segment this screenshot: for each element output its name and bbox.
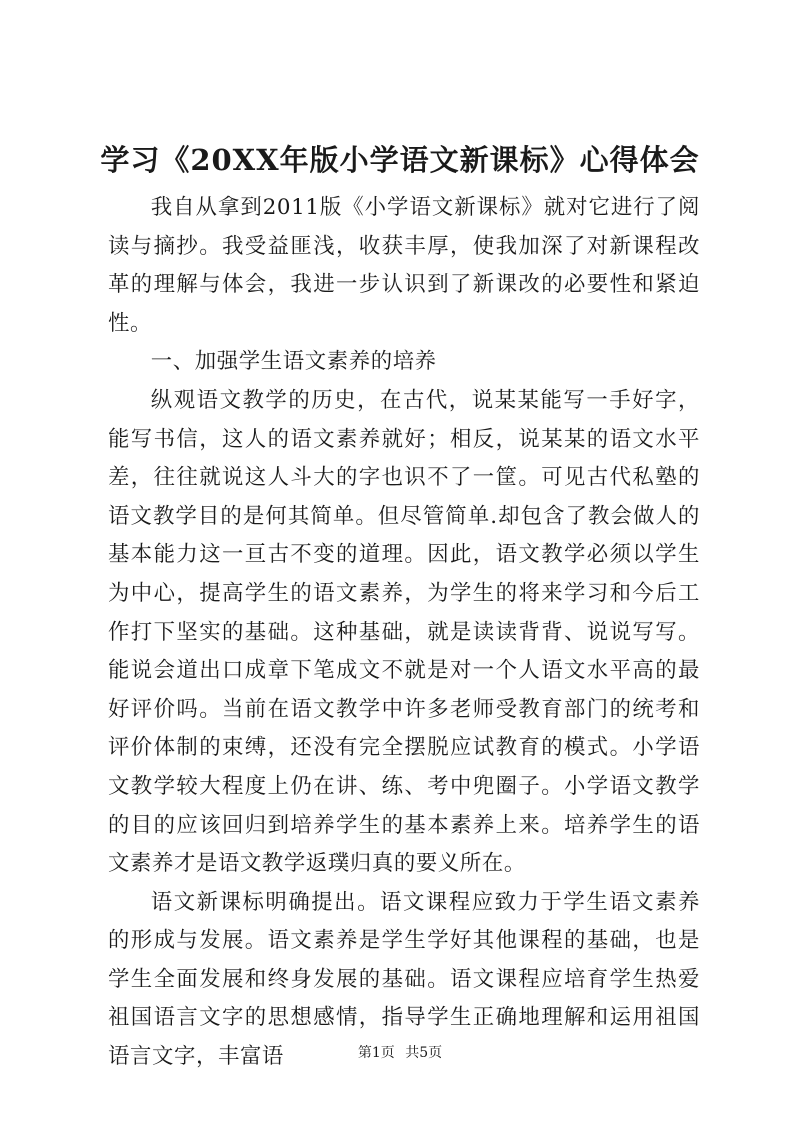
paragraph-history: 纵观语文教学的历史，在古代，说某某能写一手好字，能写书信，这人的语文素养就好；相反，说某某的语文水平差，往往就说这人斗大的字也识不了一筐。可见古代私塾的语文教学目的是何其简单。但尽管简单.却包含了教会做人的基本能力这一亘古不变的道理。因此，语文教学必须以学生为中心，提高学生的语文素养，为学生的将来学习和今后工作打下坚实的基础。这种基础，就是读读背背、说说写写。能说会道出口成章下笔成文不就是对一个人语文水平高的最好评价吗。当前在语文教学中许多老师受教育部门的统考和评价体制的束缚，还没有完全摆脱应试教育的模式。小学语文教学较大程度上仍在讲、练、考中兜圈子。小学语文教学的目的应该回归到培养学生的基本素养上来。培养学生的语文素养才是语文教学返璞归真的要义所在。 xyxy=(108,387,700,877)
page-total: 共5页 xyxy=(405,1045,443,1061)
paragraph-intro: 我自从拿到2011版《小学语文新课标》就对它进行了阅读与摘抄。我受益匪浅，收获丰厚，使我加深了对新课程改革的理解与体会，我进一步认识到了新课改的必要性和紧迫性。 xyxy=(108,195,700,336)
paragraph-standard: 语文新课标明确提出。语文课程应致力于学生语文素养的形成与发展。语文素养是学生学好其他课程的基础，也是学生全面发展和终身发展的基础。语文课程应培育学生热爱祖国语言文字的思想感情，指导学生正确地理解和运用祖国语言文字，丰富语 xyxy=(108,889,700,1070)
document-body xyxy=(108,189,700,1077)
document-title: 学习《20XX年版小学语文新课标》心得体会 xyxy=(100,143,700,177)
page-number: 第1页 xyxy=(357,1045,395,1061)
page-footer xyxy=(0,1043,800,1063)
section-heading: 一、加强学生语文素养的培养 xyxy=(150,349,437,375)
